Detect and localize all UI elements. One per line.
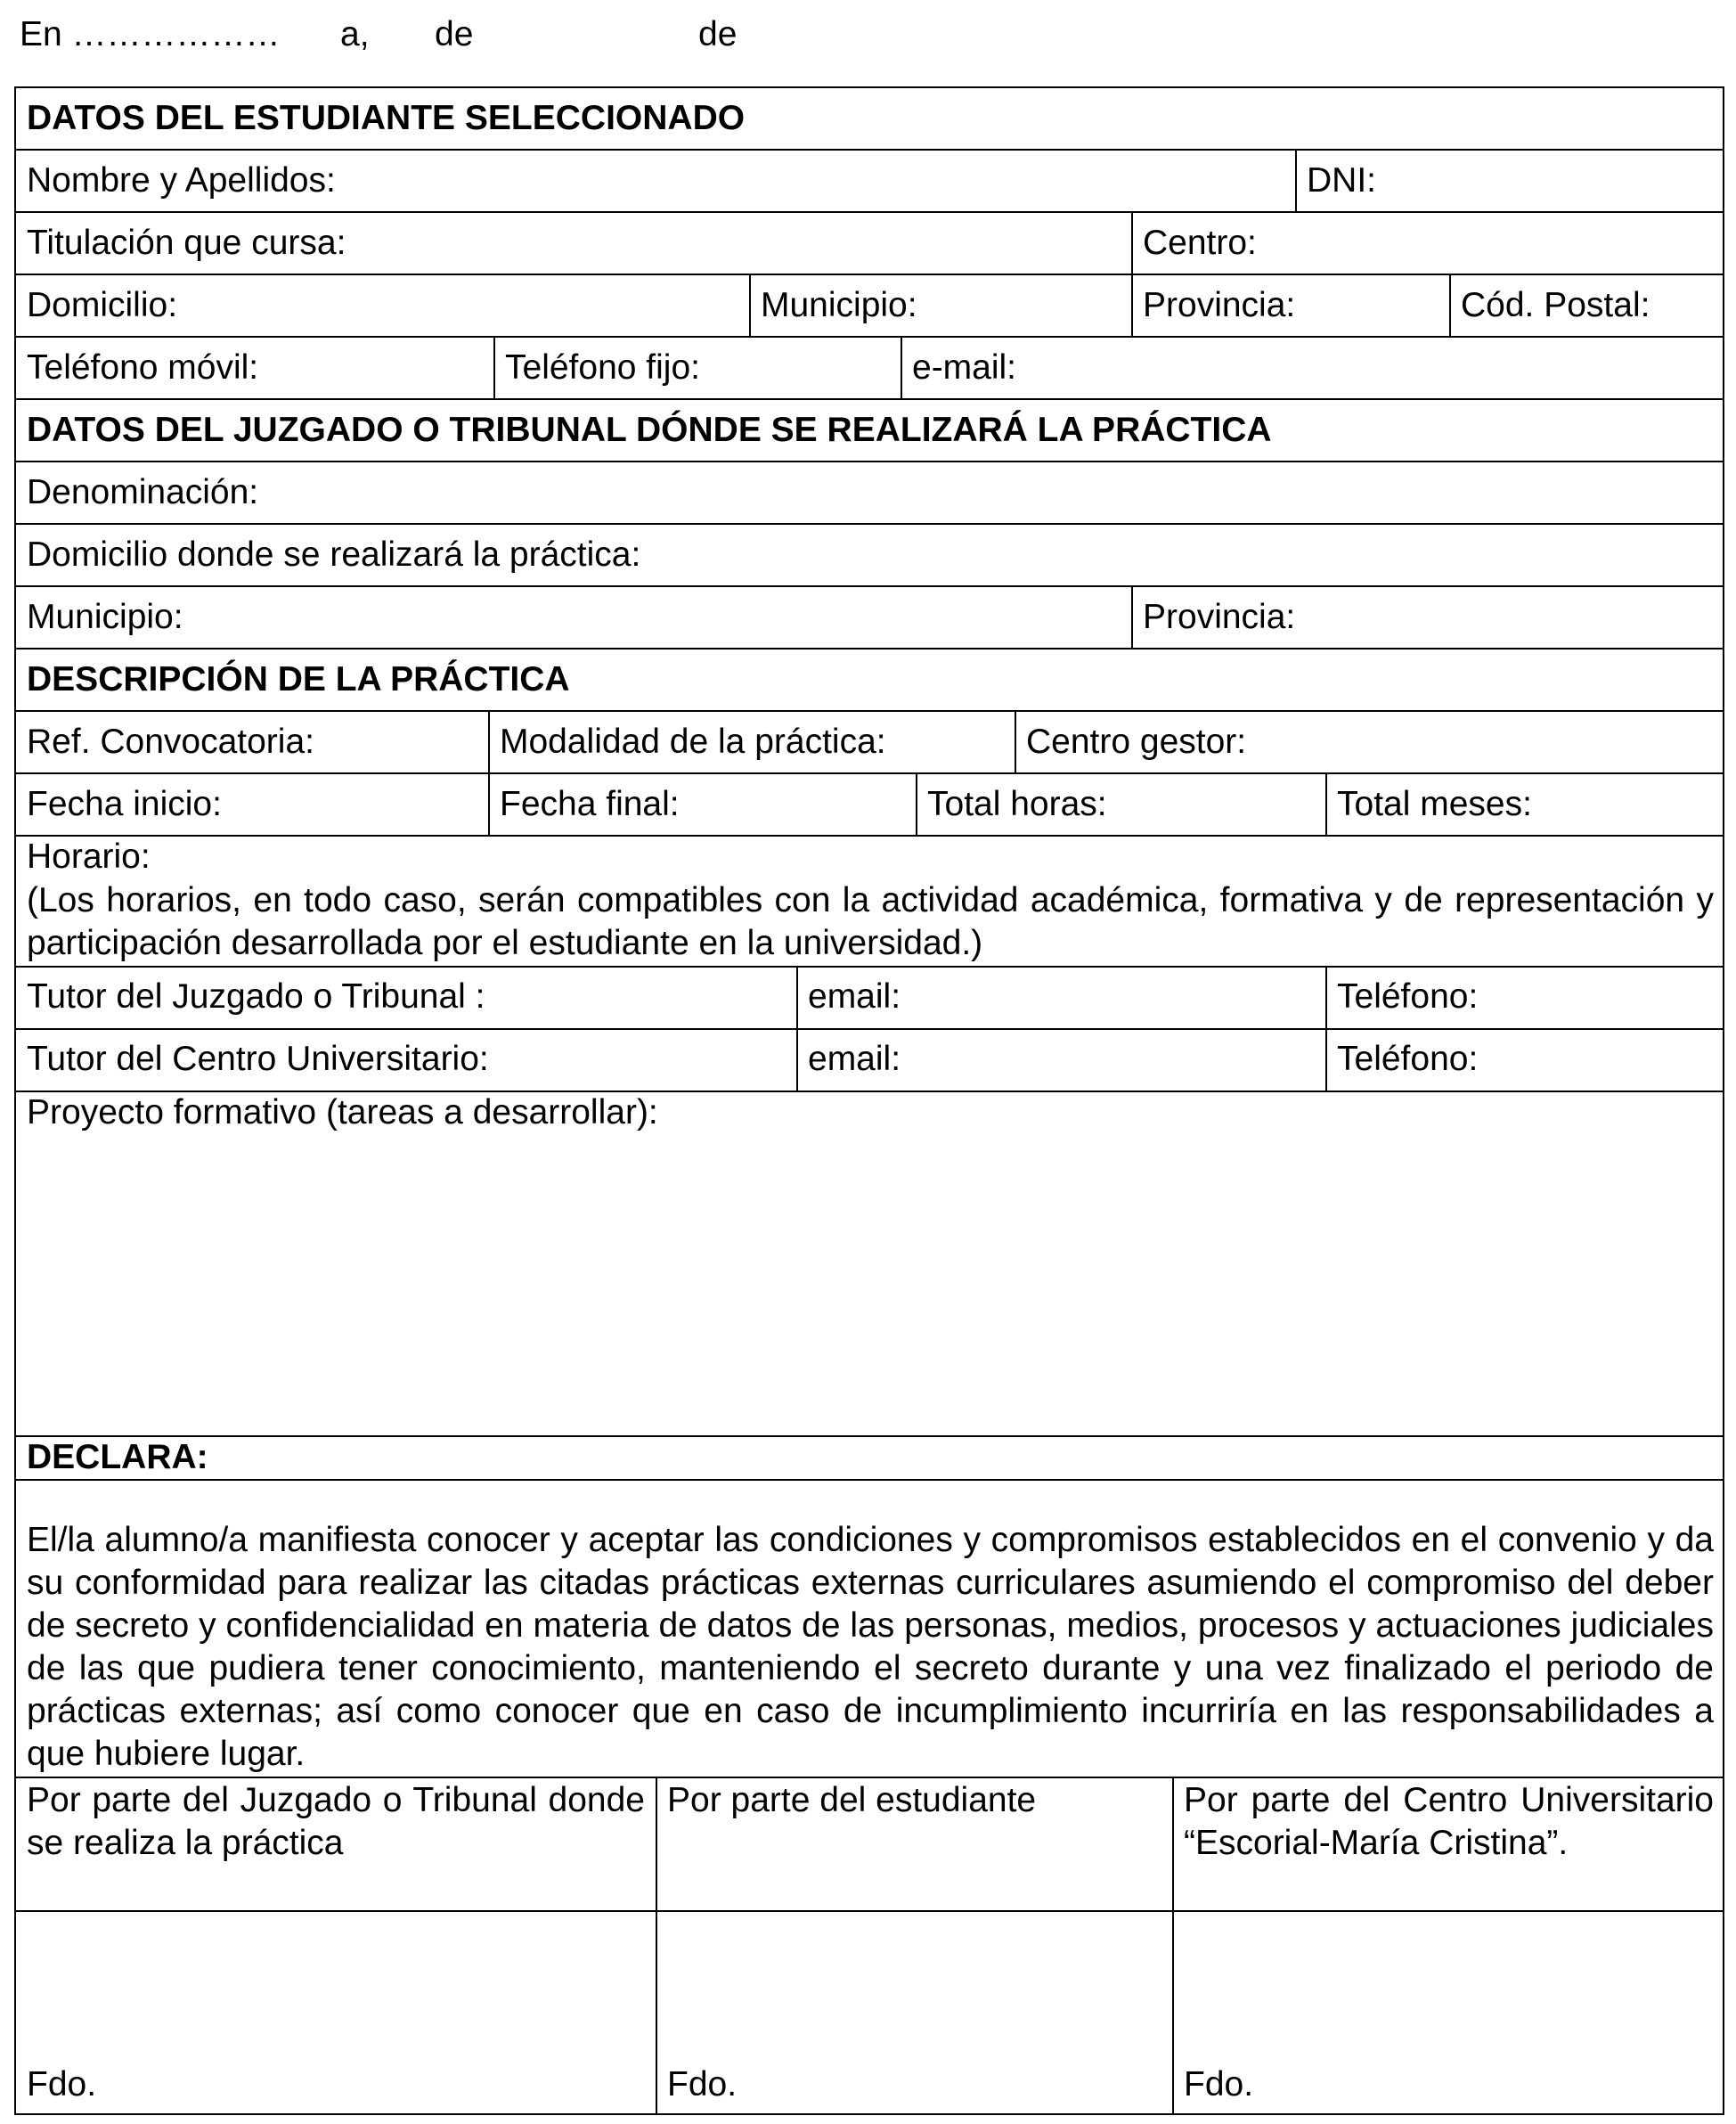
- university-signature-field[interactable]: Fdo.: [1184, 2065, 1254, 2104]
- year-label: de: [698, 15, 738, 53]
- practice-form: [14, 86, 1724, 2115]
- student-signature-heading: Por parte del estudiante: [667, 1781, 1037, 1819]
- student-municipality-field[interactable]: Municipio:: [761, 286, 917, 324]
- university-tutor-field[interactable]: Tutor del Centro Universitario:: [27, 1040, 489, 1078]
- court-tutor-field[interactable]: Tutor del Juzgado o Tribunal :: [27, 977, 485, 1016]
- court-signature-field[interactable]: Fdo.: [27, 2065, 97, 2104]
- court-signature-heading: Por parte del Juzgado o Tribunal donde se realiza la práctica: [27, 1781, 645, 1862]
- student-address-field[interactable]: Domicilio:: [27, 286, 178, 324]
- month-label: de: [435, 15, 474, 53]
- court-section-title: DATOS DEL JUZGADO O TRIBUNAL DÓNDE SE REALIZARÁ LA PRÁCTICA: [27, 411, 1272, 449]
- student-dni-field[interactable]: DNI:: [1307, 161, 1376, 200]
- day-label: a,: [340, 15, 370, 53]
- court-province-field[interactable]: Provincia:: [1143, 598, 1296, 636]
- court-address-field[interactable]: Domicilio donde se realizará la práctica:: [27, 535, 641, 574]
- court-tutor-email-field[interactable]: email:: [808, 977, 901, 1016]
- schedule-field[interactable]: Horario:: [27, 837, 151, 876]
- practice-section-title: DESCRIPCIÓN DE LA PRÁCTICA: [27, 660, 570, 698]
- schedule-note: (Los horarios, en todo caso, serán compatibles con la actividad académica, formativa y de representación y participación desarrollada por el estudiante en la universidad.): [27, 881, 1714, 962]
- university-tutor-phone-field[interactable]: Teléfono:: [1337, 1040, 1479, 1078]
- student-degree-field[interactable]: Titulación que cursa:: [27, 224, 346, 262]
- total-hours-field[interactable]: Total horas:: [927, 785, 1107, 823]
- student-center-field[interactable]: Centro:: [1143, 224, 1257, 262]
- student-landline-field[interactable]: Teléfono fijo:: [505, 348, 700, 387]
- student-postal-code-field[interactable]: Cód. Postal:: [1461, 286, 1650, 324]
- student-mobile-field[interactable]: Teléfono móvil:: [27, 348, 259, 387]
- training-project-field[interactable]: Proyecto formativo (tareas a desarrollar):: [27, 1093, 658, 1131]
- court-municipality-field[interactable]: Municipio:: [27, 598, 183, 636]
- student-province-field[interactable]: Provincia:: [1143, 286, 1296, 324]
- declaration-title: DECLARA:: [27, 1438, 208, 1476]
- practice-modality-field[interactable]: Modalidad de la práctica:: [500, 723, 886, 761]
- student-email-field[interactable]: e-mail:: [912, 348, 1017, 387]
- court-name-field[interactable]: Denominación:: [27, 473, 259, 511]
- start-date-field[interactable]: Fecha inicio:: [27, 785, 222, 823]
- place-label: En ………………: [20, 15, 281, 53]
- student-name-field[interactable]: Nombre y Apellidos:: [27, 161, 336, 200]
- declaration-text: El/la alumno/a manifiesta conocer y aceptar las condiciones y compromisos establecidos en el convenio y da su conformidad para realizar las citadas prácticas externas curriculares asumiendo el compromiso del deber de secreto y confidencialidad en materia de datos de las personas, medios, procesos y actuaciones judiciales de las que pudiera tener conocimiento, manteniendo el secreto durante y una vez finalizado el periodo de prácticas externas; así como conocer que en caso de incumplimiento incurriría en las responsabilidades a que hubiere lugar.: [27, 1521, 1714, 1773]
- end-date-field[interactable]: Fecha final:: [500, 785, 680, 823]
- university-tutor-email-field[interactable]: email:: [808, 1040, 901, 1078]
- total-months-field[interactable]: Total meses:: [1337, 785, 1532, 823]
- managing-center-field[interactable]: Centro gestor:: [1026, 723, 1247, 761]
- court-tutor-phone-field[interactable]: Teléfono:: [1337, 977, 1479, 1016]
- call-reference-field[interactable]: Ref. Convocatoria:: [27, 723, 314, 761]
- university-signature-heading: Por parte del Centro Universitario “Escorial-María Cristina”.: [1184, 1781, 1714, 1862]
- student-section-title: DATOS DEL ESTUDIANTE SELECCIONADO: [27, 99, 746, 137]
- student-signature-field[interactable]: Fdo.: [667, 2065, 738, 2104]
- place-date-line: [20, 11, 738, 59]
